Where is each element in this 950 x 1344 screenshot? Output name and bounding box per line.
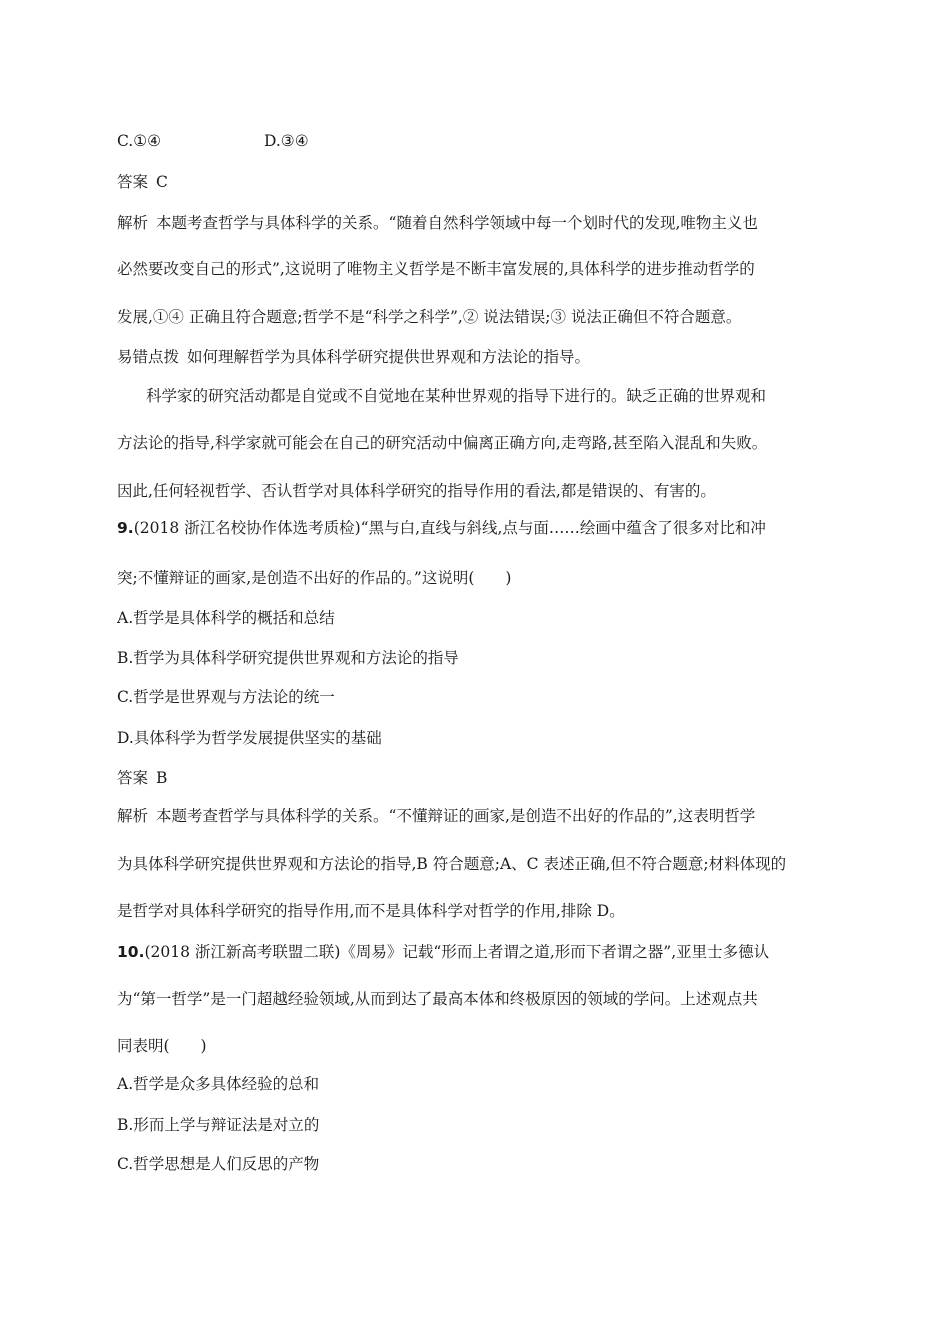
q9-answer-value: B: [156, 769, 168, 787]
q9-stem-text-1: (2018 浙江名校协作体选考质检)“黑与白,直线与斜线,点与面……绘画中蕴含了很多对比和冲: [133, 519, 766, 537]
q9-number: 9.: [117, 519, 134, 537]
q8-analysis-label: 解析: [117, 214, 149, 232]
q10-option-a: A.哲学是众多具体经验的总和: [117, 1075, 320, 1093]
q9-option-d: D.具体科学为哲学发展提供坚实的基础: [117, 729, 382, 747]
q9-analysis-line-2: 为具体科学研究提供世界观和方法论的指导,B 符合题意;A、C 表述正确,但不符合题意;材料体现的: [117, 855, 787, 873]
q9-answer: [117, 767, 837, 789]
q8-tip-paragraph-line-1: 科学家的研究活动都是自觉或不自觉地在某种世界观的指导下进行的。缺乏正确的世界观和: [146, 387, 767, 405]
q8-analysis-text-1: 本题考查哲学与具体科学的关系。“随着自然科学领域中每一个划时代的发现,唯物主义也: [156, 214, 758, 232]
q8-tip-paragraph-line-3: 因此,任何轻视哲学、否认哲学对具体科学研究的指导作用的看法,都是错误的、有害的。: [117, 482, 716, 500]
q10-stem-line-2: 为“第一哲学”是一门超越经验领域,从而到达了最高本体和终极原因的领域的学问。上述观点共: [117, 990, 758, 1008]
q9-option-c: C.哲学是世界观与方法论的统一: [117, 688, 335, 706]
q8-answer-label: 答案: [117, 173, 149, 191]
q10-stem-text-1: (2018 浙江新高考联盟二联)《周易》记载“形而上者谓之道,形而下者谓之器”,亚里士多德认: [144, 943, 770, 961]
q10-stem-line-1: [117, 941, 837, 963]
q9-option-a: A.哲学是具体科学的概括和总结: [117, 609, 335, 627]
q9-answer-label: 答案: [117, 769, 149, 787]
q8-option-c: C.①④: [117, 132, 162, 150]
q9-option-b: B.哲学为具体科学研究提供世界观和方法论的指导: [117, 649, 459, 667]
q8-tip-text: 如何理解哲学为具体科学研究提供世界观和方法论的指导。: [187, 348, 591, 366]
q8-analysis-line-3: 发展,①④ 正确且符合题意;哲学不是“科学之科学”,② 说法错误;③ 说法正确但不符合题意。: [117, 308, 742, 326]
q8-options-row: [117, 130, 837, 152]
q8-answer: [117, 171, 837, 193]
q10-number: 10.: [117, 943, 145, 961]
q8-tip-paragraph-line-2: 方法论的指导,科学家就可能会在自己的研究活动中偏离正确方向,走弯路,甚至陷入混乱和失败。: [117, 434, 768, 452]
q10-option-b: B.形而上学与辩证法是对立的: [117, 1116, 320, 1134]
q8-tip-label: 易错点拨: [117, 348, 180, 366]
q8-answer-value: C: [156, 173, 168, 191]
q9-analysis-text-1: 本题考查哲学与具体科学的关系。“不懂辩证的画家,是创造不出好的作品的”,这表明哲学: [156, 807, 756, 825]
q9-analysis-line-3: 是哲学对具体科学研究的指导作用,而不是具体科学对哲学的作用,排除 D。: [117, 902, 625, 920]
q9-stem-line-2: 突;不懂辩证的画家,是创造不出好的作品的。”这说明( ): [117, 569, 512, 587]
q10-stem-line-3: 同表明( ): [117, 1037, 207, 1055]
q9-analysis-line-1: [117, 805, 837, 827]
q8-option-d: D.③④: [264, 132, 309, 150]
q8-analysis-line-2: 必然要改变自己的形式”,这说明了唯物主义哲学是不断丰富发展的,具体科学的进步推动哲学的: [117, 260, 755, 278]
q8-analysis-line-1: [117, 212, 837, 234]
q10-option-c: C.哲学思想是人们反思的产物: [117, 1155, 320, 1173]
q9-analysis-label: 解析: [117, 807, 149, 825]
q9-stem-line-1: [117, 517, 837, 539]
q8-tip: [117, 346, 837, 368]
